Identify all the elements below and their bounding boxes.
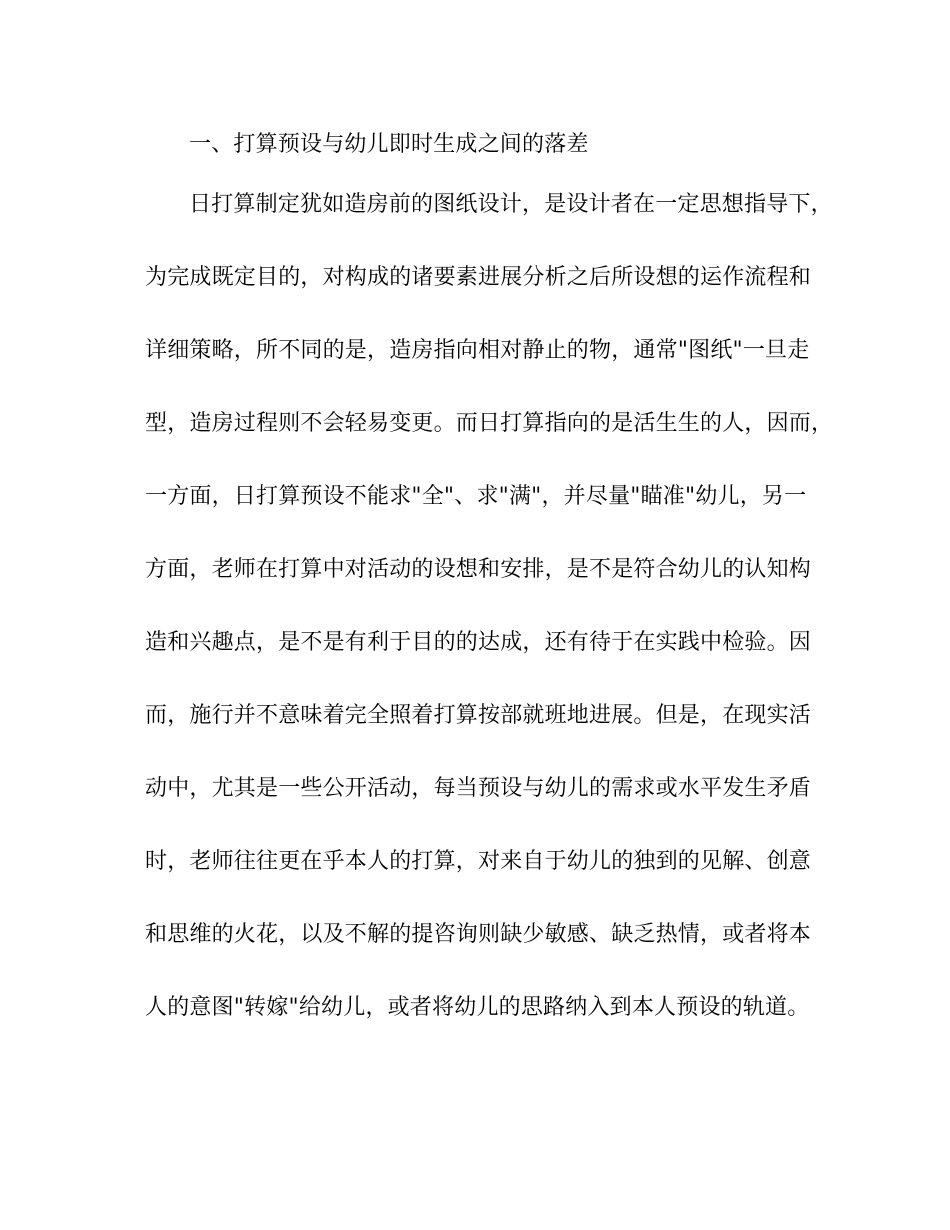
paragraph-line: 人的意图"转嫁"给幼儿，或者将幼儿的思路纳入到本人预设的轨道。 <box>145 995 810 1020</box>
paragraph-line: 详细策略，所不同的是，造房指向相对静止的物，通常"图纸"一旦走 <box>145 338 810 363</box>
paragraph-line: 动中，尤其是一些公开活动，每当预设与幼儿的需求或水平发生矛盾 <box>145 776 812 801</box>
paragraph-line: 方面，老师在打算中对活动的设想和安排，是不是符合幼儿的认知构 <box>145 557 812 582</box>
paragraph-line: 和思维的火花，以及不解的提咨询则缺少敏感、缺乏热情，或者将本 <box>145 922 812 947</box>
section-heading: 一、打算预设与幼儿即时生成之间的落差 <box>189 132 589 157</box>
paragraph-line: 一方面，日打算预设不能求"全"、求"满"，并尽量"瞄准"幼儿，另一 <box>145 484 807 509</box>
paragraph-line: 而，施行并不意味着完全照着打算按部就班地进展。但是，在现实活 <box>145 703 812 728</box>
paragraph-line: 日打算制定犹如造房前的图纸设计，是设计者在一定思想指导下， <box>189 192 833 217</box>
paragraph-line: 型，造房过程则不会轻易变更。而日打算指向的是活生生的人，因而， <box>145 411 834 436</box>
paragraph-line: 时，老师往往更在乎本人的打算，对来自于幼儿的独到的见解、创意 <box>145 849 812 874</box>
paragraph-line: 为完成既定目的，对构成的诸要素进展分析之后所设想的运作流程和 <box>145 265 812 290</box>
paragraph-line: 造和兴趣点，是不是有利于目的的达成，还有待于在实践中检验。因 <box>145 630 812 655</box>
